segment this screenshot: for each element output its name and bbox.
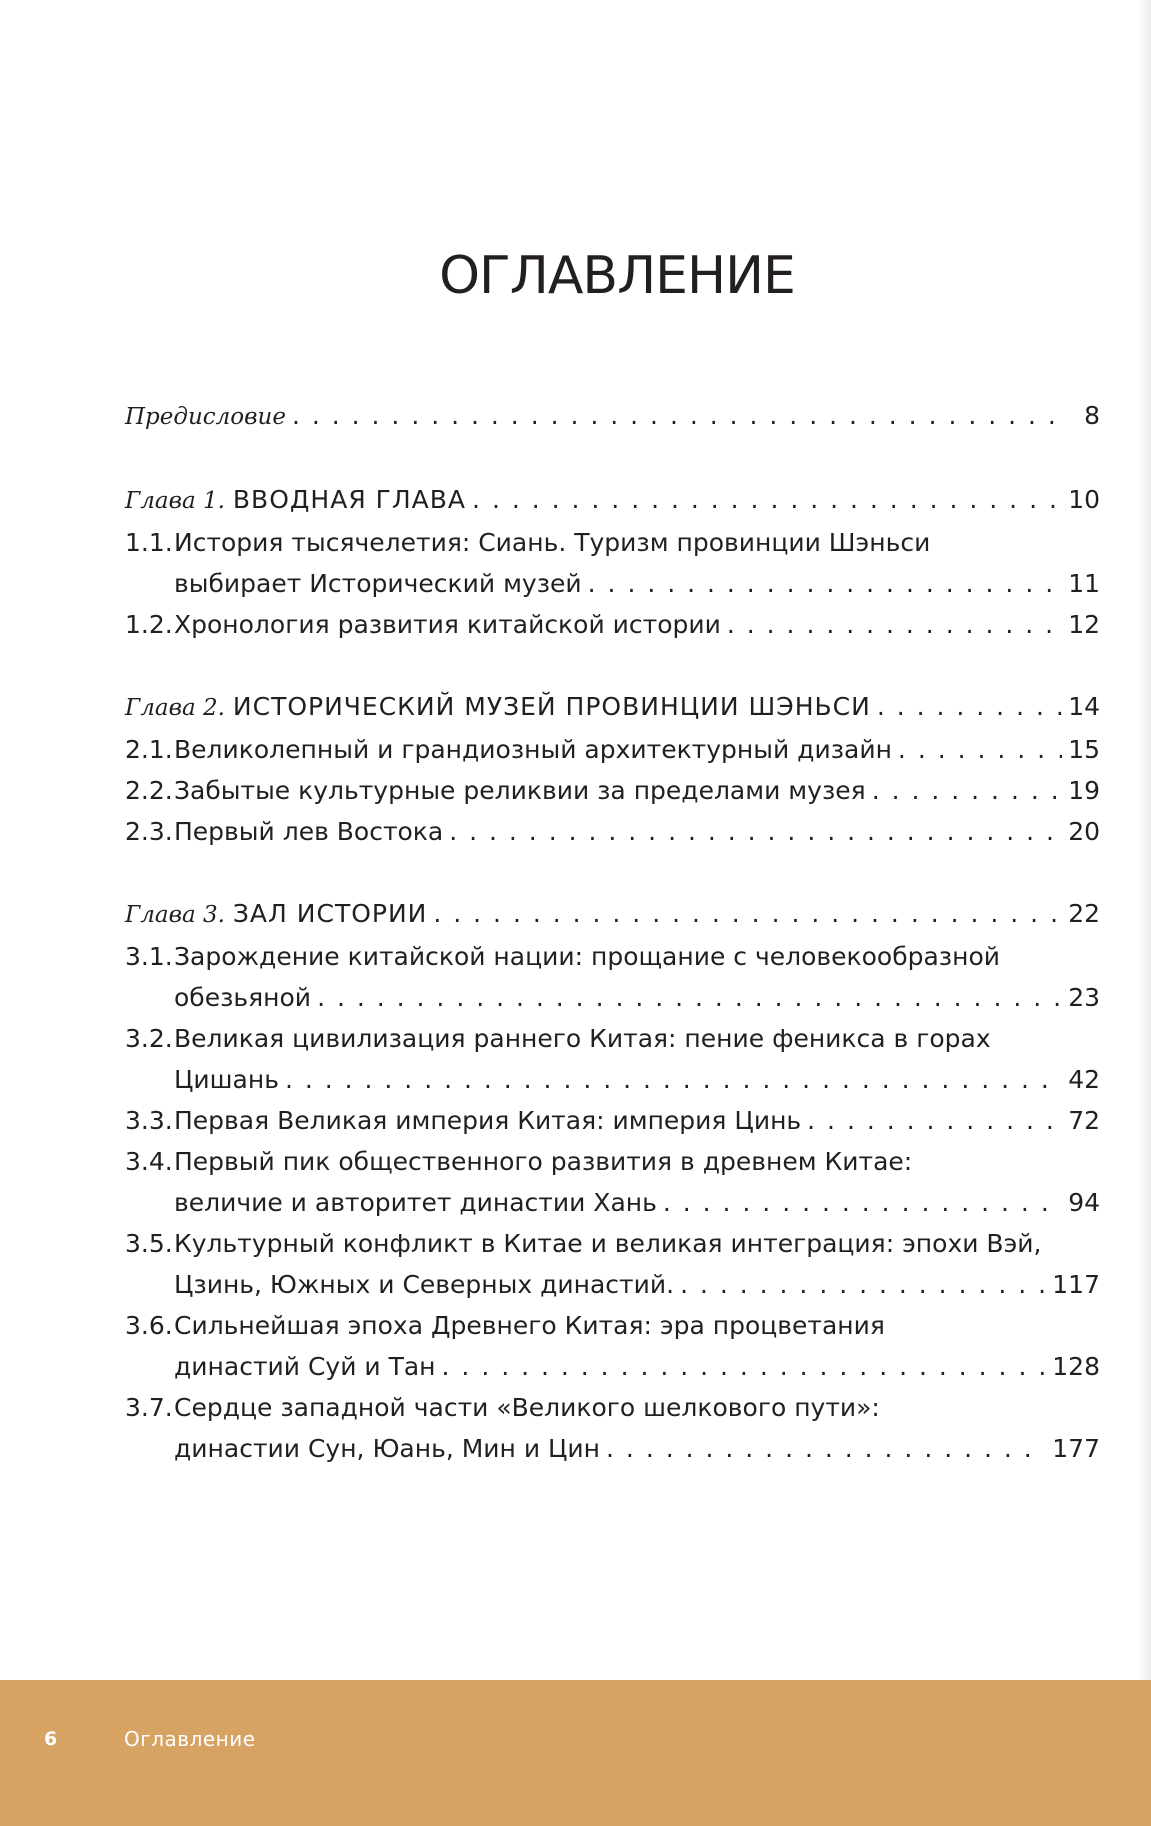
entry-text: династии Сун, Юань, Мин и Цин — [174, 1434, 601, 1463]
dot-leader — [727, 604, 1062, 645]
entry-text: обезьяной — [174, 983, 312, 1012]
toc-entry-line[interactable] — [125, 1141, 1100, 1182]
dot-leader — [877, 686, 1062, 727]
entry-number: 2.3. — [125, 817, 173, 846]
footer-page-number: 6 — [44, 1728, 58, 1750]
entry-number: 3.2. — [125, 1024, 173, 1053]
toc-entry[interactable] — [125, 729, 1100, 770]
dot-leader — [442, 1346, 1047, 1387]
dot-leader — [292, 395, 1064, 436]
page-number: 14 — [1068, 692, 1100, 721]
dot-leader — [680, 1264, 1046, 1305]
entry-text: Цишань — [174, 1065, 279, 1094]
dot-leader — [898, 729, 1062, 770]
toc-entry-line[interactable] — [125, 1018, 1100, 1059]
footer-band — [0, 1680, 1151, 1826]
toc-entry-line[interactable] — [125, 1305, 1100, 1346]
entry-number: 2.2. — [125, 776, 173, 805]
entry-text: Первый пик общественного развития в древнем Китае: — [174, 1147, 913, 1176]
toc-entry[interactable] — [125, 1182, 1100, 1223]
toc-entry-line[interactable] — [125, 1223, 1100, 1264]
page-number: 23 — [1068, 983, 1100, 1012]
entry-text: Культурный конфликт в Китае и великая интеграция: эпохи Вэй, — [174, 1229, 1042, 1258]
page-number: 19 — [1068, 776, 1100, 805]
entry-number: 1.1. — [125, 528, 173, 557]
page-number: 22 — [1068, 899, 1100, 928]
dot-leader — [449, 811, 1062, 852]
dot-leader — [606, 1428, 1046, 1469]
entry-number: 3.5. — [125, 1229, 173, 1258]
toc-entry[interactable] — [125, 1428, 1100, 1469]
toc-section-chapter-1 — [125, 479, 1100, 645]
entry-text: Зарождение китайской нации: прощание с человекообразной — [174, 942, 1000, 971]
toc-entry-line[interactable] — [125, 936, 1100, 977]
page-number: 11 — [1068, 569, 1100, 598]
toc-entry[interactable] — [125, 1059, 1100, 1100]
chapter-prefix: Глава 1. — [125, 488, 225, 514]
toc-section-preface — [125, 395, 1100, 438]
page-number: 8 — [1084, 401, 1100, 430]
entry-text: династий Суй и Тан — [174, 1352, 436, 1381]
entry-number: 3.4. — [125, 1147, 173, 1176]
dot-leader — [663, 1182, 1062, 1223]
toc-entry-preface[interactable] — [125, 395, 1100, 438]
page-number: 15 — [1068, 735, 1100, 764]
dot-leader — [807, 1100, 1062, 1141]
dot-leader — [588, 563, 1063, 604]
footer-section-title: Оглавление — [124, 1727, 256, 1751]
page-number: 128 — [1052, 1352, 1100, 1381]
preface-label: Предисловие — [125, 404, 286, 430]
toc-entry[interactable] — [125, 604, 1100, 645]
toc-entry[interactable] — [125, 770, 1100, 811]
entry-number: 3.1. — [125, 942, 173, 971]
page-title: ОГЛАВЛЕНИЕ — [439, 246, 795, 306]
chapter-title: ЗАЛ ИСТОРИИ — [232, 899, 428, 928]
toc-entry-line[interactable] — [125, 1387, 1100, 1428]
chapter-title: ИСТОРИЧЕСКИЙ МУЗЕЙ ПРОВИНЦИИ ШЭНЬСИ — [232, 692, 871, 721]
dot-leader — [317, 977, 1062, 1018]
toc-entry[interactable] — [125, 1100, 1100, 1141]
page-number: 12 — [1068, 610, 1100, 639]
dot-leader — [285, 1059, 1062, 1100]
page-number: 42 — [1068, 1065, 1100, 1094]
dot-leader — [433, 893, 1062, 934]
page-number: 10 — [1068, 485, 1100, 514]
page-number: 94 — [1068, 1188, 1100, 1217]
chapter-title: ВВОДНАЯ ГЛАВА — [232, 485, 467, 514]
toc-chapter-heading[interactable] — [125, 893, 1100, 936]
toc-chapter-heading[interactable] — [125, 479, 1100, 522]
toc-entry[interactable] — [125, 977, 1100, 1018]
entry-text: Сердце западной части «Великого шелкового пути»: — [174, 1393, 880, 1422]
entry-text: Сильнейшая эпоха Древнего Китая: эра процветания — [174, 1311, 885, 1340]
entry-text: Хронология развития китайской истории — [174, 610, 721, 639]
page-number: 20 — [1068, 817, 1100, 846]
entry-number: 2.1. — [125, 735, 173, 764]
page-number: 177 — [1052, 1434, 1100, 1463]
dot-leader — [472, 479, 1062, 520]
toc-section-chapter-2 — [125, 686, 1100, 852]
entry-text: Забытые культурные реликвии за пределами музея — [174, 776, 866, 805]
page-number: 72 — [1068, 1106, 1100, 1135]
entry-text: выбирает Исторический музей — [174, 569, 582, 598]
page-number: 117 — [1052, 1270, 1100, 1299]
entry-number: 3.7. — [125, 1393, 173, 1422]
toc-section-chapter-3 — [125, 893, 1100, 1469]
toc-entry[interactable] — [125, 1346, 1100, 1387]
toc-entry[interactable] — [125, 811, 1100, 852]
entry-text: Первая Великая империя Китая: империя Цинь — [174, 1106, 802, 1135]
entry-text: величие и авторитет династии Хань — [174, 1188, 657, 1217]
entry-text: Великолепный и грандиозный архитектурный дизайн — [174, 735, 892, 764]
entry-text: Цзинь, Южных и Северных династий. — [174, 1270, 675, 1299]
chapter-prefix: Глава 2. — [125, 695, 225, 721]
entry-number: 1.2. — [125, 610, 173, 639]
entry-text: Великая цивилизация раннего Китая: пение феникса в горах — [174, 1024, 991, 1053]
dot-leader — [872, 770, 1063, 811]
toc-chapter-heading[interactable] — [125, 686, 1100, 729]
entry-text: Первый лев Востока — [174, 817, 444, 846]
entry-text: История тысячелетия: Сиань. Туризм провинции Шэньси — [174, 528, 931, 557]
table-of-contents — [125, 395, 1100, 1510]
entry-number: 3.3. — [125, 1106, 173, 1135]
toc-entry-line[interactable] — [125, 522, 1100, 563]
toc-entry[interactable] — [125, 1264, 1100, 1305]
chapter-prefix: Глава 3. — [125, 902, 225, 928]
entry-number: 3.6. — [125, 1311, 173, 1340]
toc-entry[interactable] — [125, 563, 1100, 604]
